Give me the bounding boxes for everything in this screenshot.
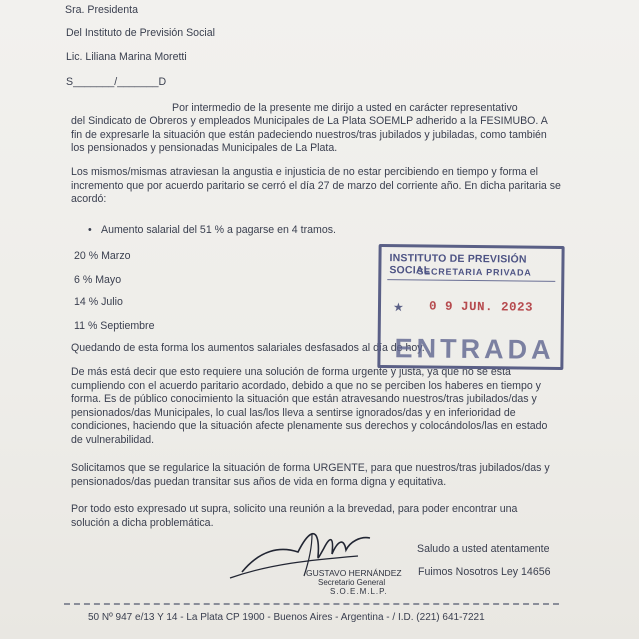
signature-block — [220, 520, 402, 605]
paragraph-2: Los mismos/mismas atraviesan la angustia e injusticia de no estar percibiendo en tiempo y forma el incremento que por acuerdo paritario se cerró el día 27 de marzo del corriente año. En dicha paritaria se acordó: — [71, 166, 561, 206]
paragraph-5: Solicitamos que se regularice la situación de forma URGENTE, para que nuestros/tras jubilados/das y pensionados/das puedan transitar sus años de vida en forma digna y equitativa. — [71, 462, 550, 488]
closing-motto: Fuimos Nosotros Ley 14656 — [418, 566, 551, 578]
stamp-institution: INSTITUTO DE PREVISIÓN SOCIAL — [389, 252, 527, 277]
tramo-4: 11 % Septiembre — [74, 320, 155, 332]
signatory-org: S.O.E.M.L.P. — [330, 587, 388, 596]
star-icon: ★ — [392, 300, 404, 315]
tramo-2: 6 % Mayo — [74, 274, 122, 286]
paragraph-6: Por todo esto expresado ut supra, solicito una reunión a la brevedad, para poder encontrar una solución a dicha problemática. — [71, 503, 518, 529]
tramo-1: 20 % Marzo — [74, 250, 131, 262]
greeting-sd: S_______/_______D — [66, 76, 167, 88]
signatory-role: Secretario General — [318, 578, 386, 587]
tramo-3: 14 % Julio — [74, 296, 123, 308]
institution: Del Instituto de Previsión Social — [66, 27, 215, 39]
stamp-received: ENTRADA — [394, 333, 555, 365]
stamp-department: SECRETARIA PRIVADA — [417, 266, 532, 278]
paragraph-1-first-line: Por intermedio de la presente me dirijo a usted en carácter representativo — [172, 102, 518, 114]
paragraph-4: De más está decir que esto requiere una solución de forma urgente y justa, ya que no se está cumpliendo con el acuerdo paritario acordado, debido a que no se perciben los haberes en tiempo y forma. Es de público conocimiento la situación que están atravesando nuestros/tras jubilados/das y pensionados/das Municipales, lo cual las/los lleva a sentirse ignorados/das y en inferioridad de condiciones, haciendo que la situación afecte plenamente sus derechos y colocándolos/las en estado de vulnerabilidad. — [71, 366, 548, 446]
recipient-name: Lic. Liliana Marina Moretti — [66, 51, 187, 63]
footer-address: 50 Nº 947 e/13 Y 14 - La Plata CP 1900 - Buenos Aires - Argentina - / I.D. (221) 641-7221 — [88, 612, 485, 623]
footer-divider — [64, 603, 559, 605]
paragraph-1: del Sindicato de Obreros y empleados Municipales de La Plata SOEMLP adherido a la FESIMUBO. A fin de expresarle la situación que están padeciendo nuestros/tras jubilados y jubiladas, como también los pensionados y pensionadas Municipales de La Plata. — [71, 115, 548, 155]
reception-stamp — [377, 244, 564, 370]
bullet-dot: • — [88, 224, 92, 236]
addressee: Sra. Presidenta — [65, 4, 139, 16]
signatory-name: GUSTAVO HERNÁNDEZ — [306, 568, 402, 578]
closing-salutation: Saludo a usted atentamente — [417, 543, 550, 555]
paragraph-3: Quedando de esta forma los aumentos salariales desfasados al día de hoy. — [71, 342, 425, 354]
stamp-date: 0 9 JUN. 2023 — [428, 299, 534, 315]
stamp-divider — [387, 279, 555, 282]
salary-increase-bullet: Aumento salarial del 51 % a pagarse en 4 tramos. — [101, 224, 336, 236]
